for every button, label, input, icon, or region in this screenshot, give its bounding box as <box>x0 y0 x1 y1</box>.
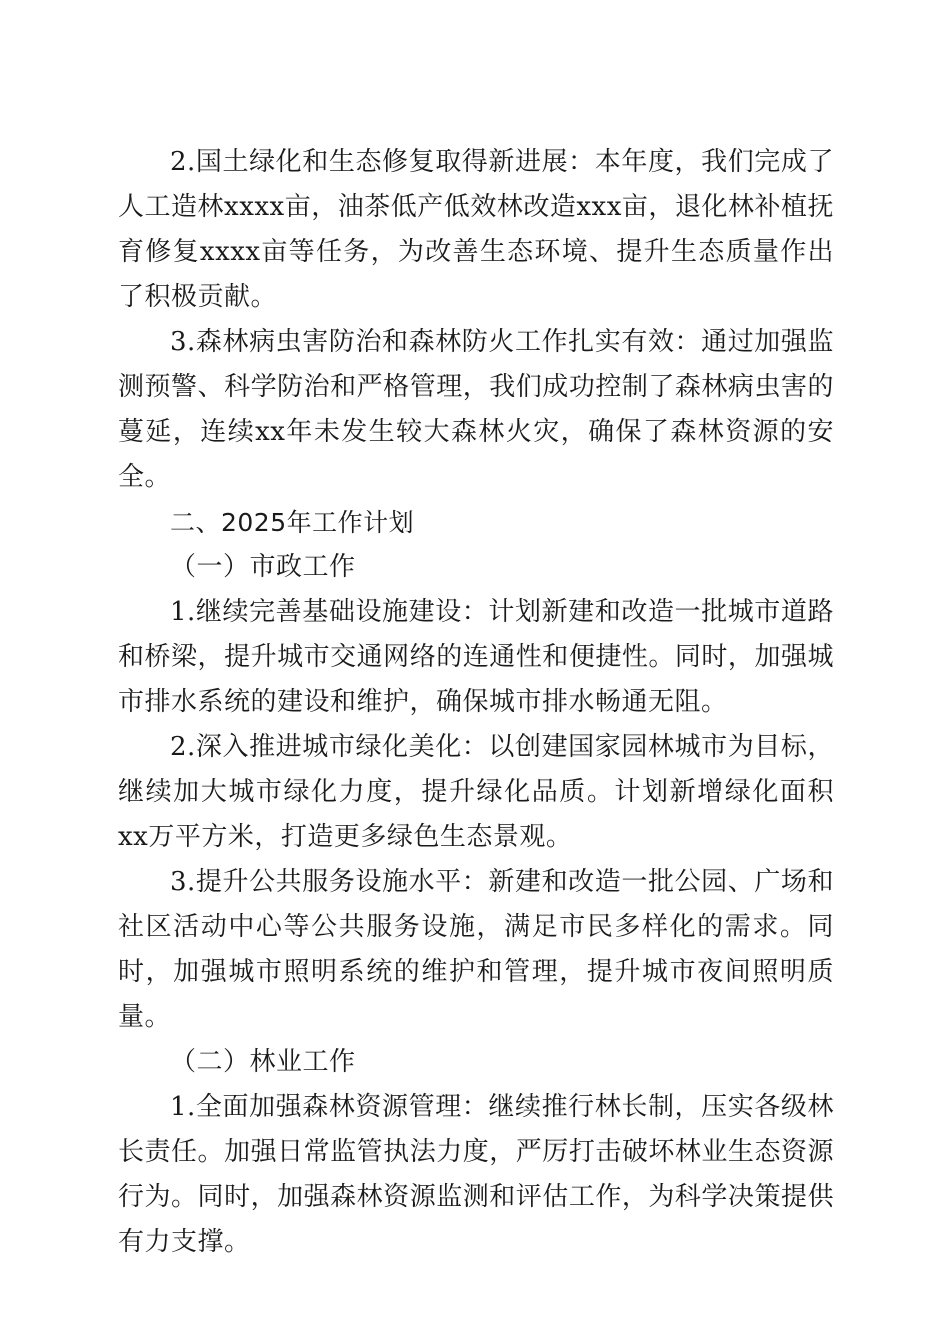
municipal-item-public-services: 3.提升公共服务设施水平：新建和改造一批公园、广场和社区活动中心等公共服务设施，满足市民多样化的需求。同时，加强城市照明系统的维护和管理，提升城市夜间照明质量。 <box>118 867 834 1032</box>
municipal-item-greening: 2.深入推进城市绿化美化：以创建国家园林城市为目标，继续加大城市绿化力度，提升绿化品质。计划新增绿化面积xx万平方米，打造更多绿色生态景观。 <box>118 732 834 852</box>
municipal-item-infrastructure: 1.继续完善基础设施建设：计划新建和改造一批城市道路和桥梁，提升城市交通网络的连通性和便捷性。同时，加强城市排水系统的建设和维护，确保城市排水畅通无阻。 <box>118 597 834 717</box>
paragraph-pest-fire-control: 3.森林病虫害防治和森林防火工作扎实有效：通过加强监测预警、科学防治和严格管理，我们成功控制了森林病虫害的蔓延，连续xx年未发生较大森林火灾，确保了森林资源的安全。 <box>118 327 834 492</box>
forestry-item-resource-management: 1.全面加强森林资源管理：继续推行林长制，压实各级林长责任。加强日常监管执法力度，严厉打击破坏林业生态资源行为。同时，加强森林资源监测和评估工作，为科学决策提供有力支撑。 <box>118 1092 834 1257</box>
paragraph-greening-progress: 2.国土绿化和生态修复取得新进展：本年度，我们完成了人工造林xxxx亩，油茶低产低效林改造xxx亩，退化林补植抚育修复xxxx亩等任务，为改善生态环境、提升生态质量作出了积极贡献。 <box>118 147 834 312</box>
document-body <box>118 140 834 1265</box>
section-heading-2025-plan: 二、2025年工作计划 <box>170 508 415 537</box>
subsection-heading-municipal: （一）市政工作 <box>170 552 356 582</box>
subsection-heading-forestry: （二）林业工作 <box>170 1047 356 1077</box>
